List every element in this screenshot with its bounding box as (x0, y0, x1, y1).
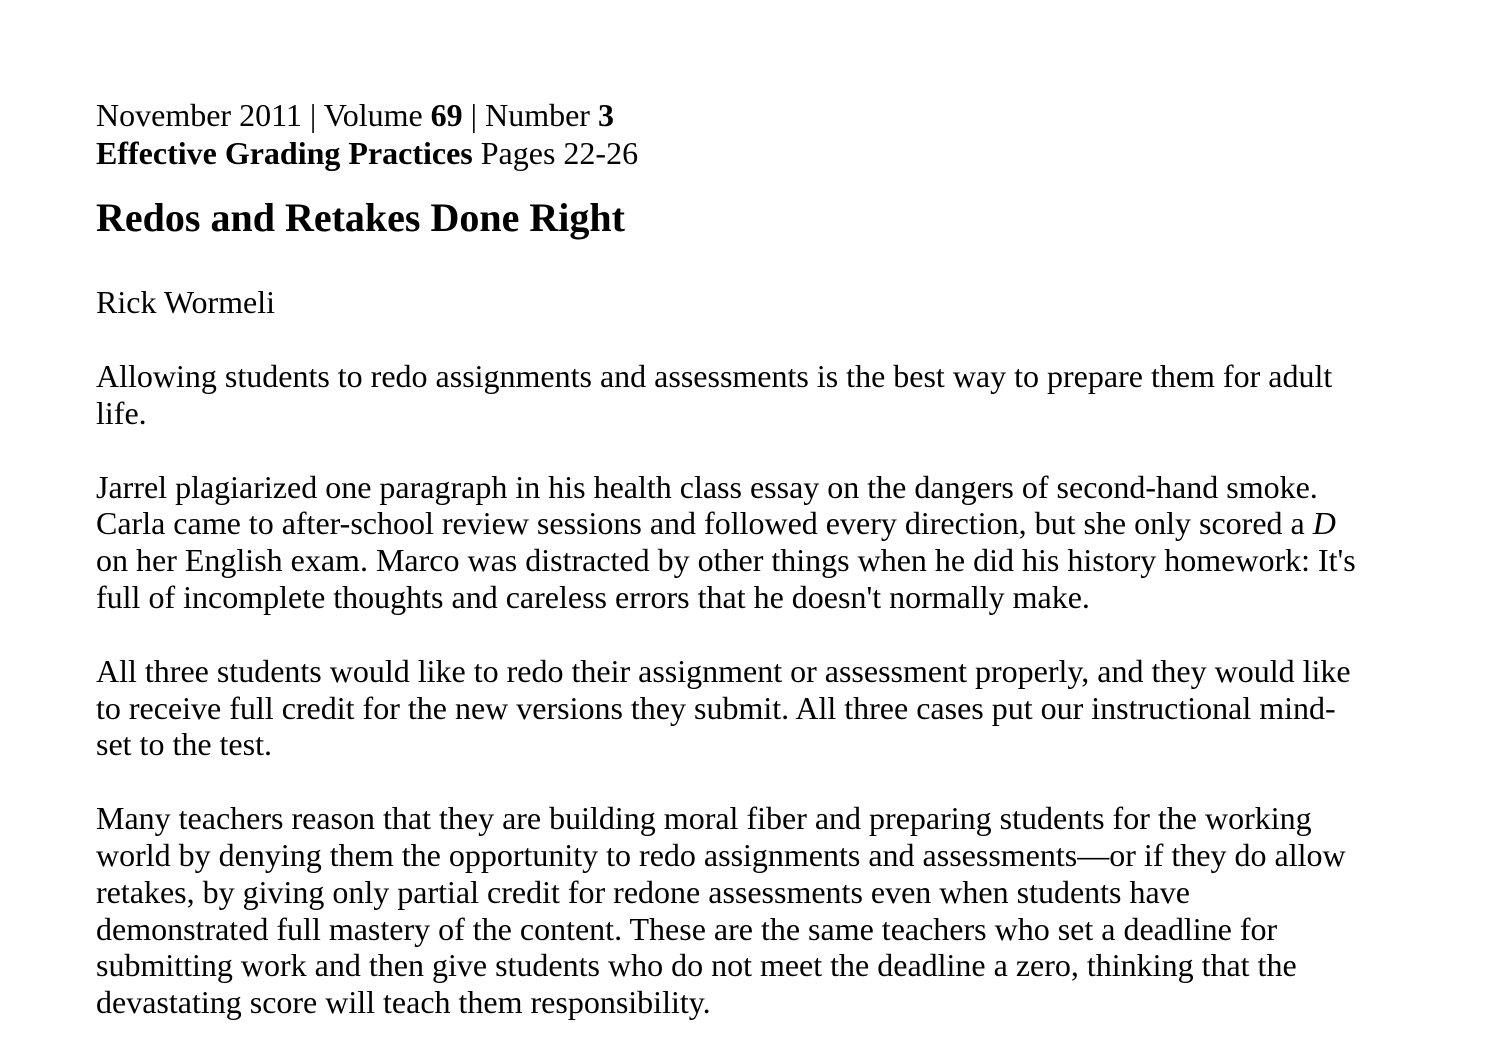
article-author: Rick Wormeli (96, 284, 276, 320)
issue-number: 3 (597, 97, 614, 133)
grade-letter: D (1312, 505, 1336, 542)
issue-date: November 2011 (96, 97, 302, 133)
article-paragraph: All three students would like to redo their assignment or assessment properly, and they would like to receive full credit for the new versions they submit. All three cases put our instructional mind-set to the test. (96, 652, 1351, 763)
volume-number: 69 (430, 97, 463, 133)
article-page (96, 96, 1356, 1021)
number-label: Number (485, 97, 590, 133)
article-paragraph: Jarrel plagiarized one paragraph in his health class essay on the dangers of second-hand smoke. Carla came to after-school review sessions and followed every direction, but she only scored a D on her English exam. Marco was distracted by other things when he did his history homework: It's full of incomplete thoughts and careless errors that he doesn't normally make. (96, 468, 1356, 615)
article-paragraph: Allowing students to redo assignments and assessments is the best way to prepare them for adult life. (96, 358, 1333, 431)
volume-label: Volume (323, 97, 423, 133)
page-range: Pages 22-26 (480, 135, 639, 171)
issue-line: November 2011 | Volume 69 | Number 3 (96, 97, 614, 133)
article-title: Redos and Retakes Done Right (96, 195, 625, 240)
section-line (96, 134, 1356, 172)
section-name: Effective Grading Practices (96, 135, 473, 171)
article-paragraph: Many teachers reason that they are building moral fiber and preparing students for the working world by denying them the opportunity to redo assignments and assessments—or if they do allow retakes, by giving only partial credit for redone assessments even when students have demonstrated full mastery of the content. These are the same teachers who set a deadline for submitting work and then give students who do not meet the deadline a zero, thinking that the devastating score will teach them responsibility. (96, 800, 1346, 1021)
